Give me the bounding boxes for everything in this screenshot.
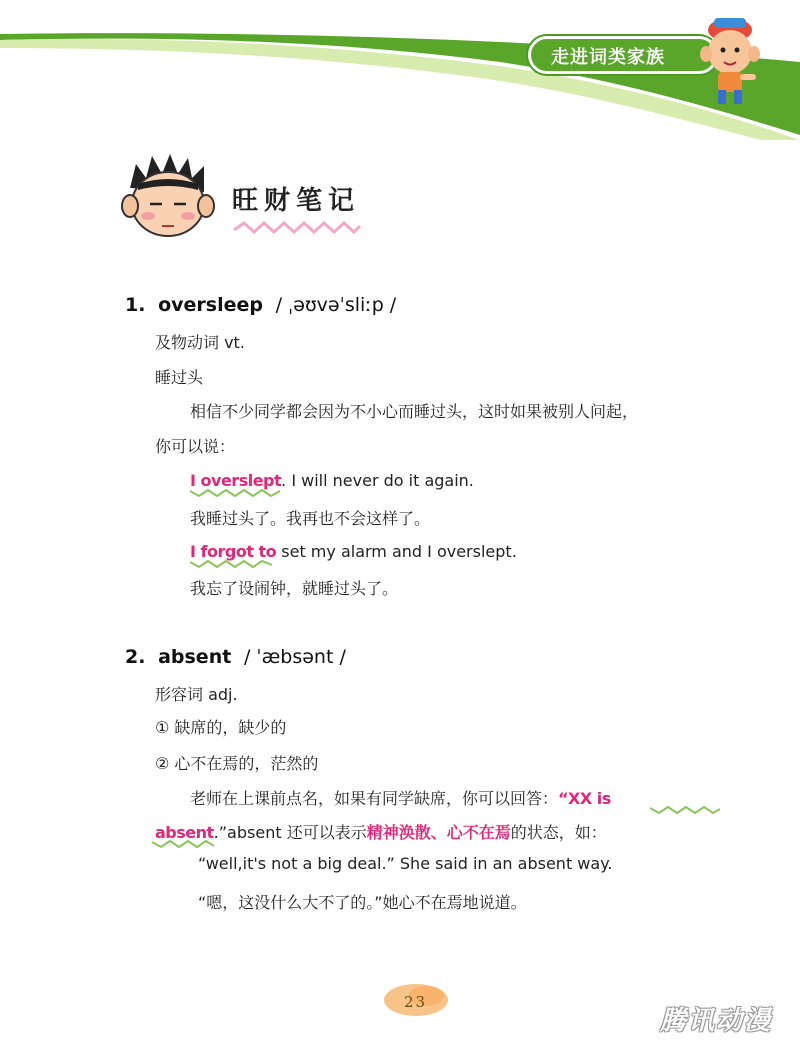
zigzag-underline bbox=[190, 559, 272, 569]
entry-1-heading bbox=[125, 294, 396, 316]
entry-2-desc-1 bbox=[190, 786, 611, 809]
example-highlight: I forgot to bbox=[190, 542, 277, 561]
entry-1-number: 1. bbox=[125, 294, 146, 316]
entry-2-pos: 形容词 adj. bbox=[155, 685, 238, 704]
entry-2-heading bbox=[125, 646, 346, 668]
desc-text: 的状态，如： bbox=[510, 823, 607, 842]
zigzag-underline bbox=[650, 805, 720, 815]
example-text: set my alarm and I overslept. bbox=[276, 542, 517, 561]
entry-1-desc-1: 相信不少同学都会因为不小心而睡过头，这时如果被别人问起， bbox=[190, 402, 639, 421]
entry-1-desc-2: 你可以说： bbox=[155, 437, 236, 456]
entry-1-translation-2: 我忘了设闹钟，就睡过头了。 bbox=[190, 579, 399, 598]
entry-2-word: absent bbox=[158, 646, 232, 668]
zigzag-underline bbox=[152, 839, 214, 849]
example-text: . I will never do it again. bbox=[281, 471, 474, 490]
entry-2-number: 2. bbox=[125, 646, 146, 668]
absent-highlight: absent bbox=[155, 823, 214, 842]
mascot-boy-icon bbox=[690, 10, 770, 110]
quote-highlight: “XX is bbox=[558, 789, 611, 808]
notes-title: 旺财笔记 bbox=[232, 186, 361, 216]
entry-2-meaning-1: ① 缺席的，缺少的 bbox=[155, 718, 287, 737]
entry-2-example: “well,it's not a big deal.” She said in an absent way. bbox=[198, 854, 613, 873]
entry-1-translation-1: 我睡过头了。我再也不会这样了。 bbox=[190, 509, 431, 528]
entry-2-desc-2 bbox=[155, 820, 607, 843]
wangcai-avatar-icon bbox=[118, 150, 218, 245]
zigzag-underline bbox=[190, 488, 280, 498]
entry-1-word: oversleep bbox=[158, 294, 263, 316]
section-tab: 走进词类家族 bbox=[528, 36, 718, 74]
example-highlight: I overslept bbox=[190, 471, 282, 490]
entry-2-translation: “嗯，这没什么大不了的。”她心不在焉地说道。 bbox=[198, 893, 527, 912]
watermark-logo: 腾讯动漫 bbox=[660, 1006, 773, 1036]
entry-1-pos: 及物动词 vt. bbox=[155, 333, 245, 352]
meaning-emphasis: 精神涣散、心不在焉 bbox=[366, 823, 511, 842]
desc-text: 老师在上课前点名，如果有同学缺席，你可以回答： bbox=[190, 789, 559, 808]
entry-1-phonetic: / ˌəʊvəˈsliːp / bbox=[275, 294, 397, 316]
desc-text: .”absent 还可以表示 bbox=[213, 823, 367, 842]
title-zigzag-underline bbox=[232, 220, 362, 236]
page-number: 23 bbox=[404, 993, 428, 1011]
entry-2-phonetic: / ˈæbsənt / bbox=[243, 646, 346, 668]
entry-2-meaning-2: ② 心不在焉的，茫然的 bbox=[155, 754, 319, 773]
entry-1-meaning: 睡过头 bbox=[155, 368, 204, 387]
